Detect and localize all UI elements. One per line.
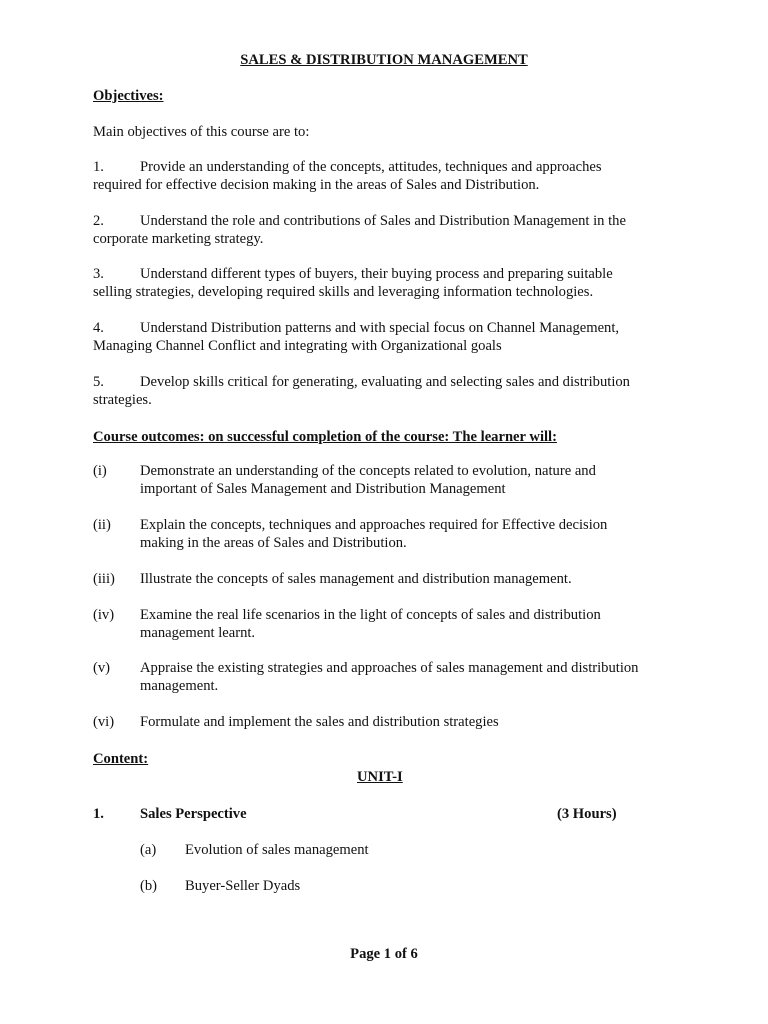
outcome-text-line1: Demonstrate an understanding of the concepts related to evolution, nature and <box>140 463 596 479</box>
objective-text-line2: corporate marketing strategy. <box>93 231 264 247</box>
outcome-item <box>0 606 768 642</box>
objective-number: 2. <box>93 213 104 229</box>
objective-text-line2: selling strategies, developing required skills and leveraging information technologies. <box>93 284 594 300</box>
objective-number: 1. <box>93 159 104 175</box>
subitem <box>0 841 768 859</box>
subitem-text: Evolution of sales management <box>185 842 369 858</box>
subitem-text: Buyer-Seller Dyads <box>185 878 301 894</box>
objective-item <box>0 373 768 409</box>
objective-text-line1: Understand different types of buyers, their buying process and preparing suitable <box>140 266 613 282</box>
objectives-intro: Main objectives of this course are to: <box>93 124 310 140</box>
outcome-item <box>0 462 768 498</box>
outcome-item <box>0 516 768 552</box>
section-number: 1. <box>93 806 104 822</box>
subitem <box>0 877 768 895</box>
objectives-heading: Objectives: <box>93 88 164 104</box>
objective-text-line2: required for effective decision making in the areas of Sales and Distribution. <box>93 177 540 193</box>
page-footer: Page 1 of 6 <box>350 946 418 962</box>
subitem-label: (b) <box>140 878 158 894</box>
outcome-text-line2: management. <box>140 678 219 694</box>
outcome-item <box>0 570 768 588</box>
objective-item <box>0 319 768 355</box>
section-hours: (3 Hours) <box>557 806 617 822</box>
outcome-text-line1: Illustrate the concepts of sales management and distribution management. <box>140 571 572 587</box>
outcome-number: (iii) <box>93 571 115 587</box>
outcome-number: (v) <box>93 660 111 676</box>
outcome-number: (iv) <box>93 607 115 623</box>
outcome-text-line1: Examine the real life scenarios in the light of concepts of sales and distribution <box>140 607 601 623</box>
objective-text-line2: strategies. <box>93 392 152 408</box>
objective-item <box>0 212 768 248</box>
outcome-number: (i) <box>93 463 107 479</box>
document-title: SALES & DISTRIBUTION MANAGEMENT <box>240 52 528 68</box>
objective-item <box>0 265 768 301</box>
objective-number: 4. <box>93 320 104 336</box>
section-heading <box>0 805 768 823</box>
objective-item <box>0 158 768 194</box>
section-title: Sales Perspective <box>140 806 247 822</box>
outcome-number: (ii) <box>93 517 111 533</box>
outcome-text-line1: Formulate and implement the sales and distribution strategies <box>140 714 499 730</box>
content-heading: Content: <box>93 751 149 767</box>
objective-number: 3. <box>93 266 104 282</box>
objective-text-line1: Develop skills critical for generating, evaluating and selecting sales and distribution <box>140 374 630 390</box>
objective-text-line1: Understand the role and contributions of Sales and Distribution Management in the <box>140 213 626 229</box>
unit-heading: UNIT-I <box>357 769 403 785</box>
objective-text-line1: Provide an understanding of the concepts, attitudes, techniques and approaches <box>140 159 602 175</box>
outcome-text-line2: management learnt. <box>140 625 256 641</box>
objective-text-line1: Understand Distribution patterns and with special focus on Channel Management, <box>140 320 620 336</box>
outcomes-heading: Course outcomes: on successful completion of the course: The learner will: <box>93 429 557 445</box>
subitem-label: (a) <box>140 842 157 858</box>
outcome-number: (vi) <box>93 714 115 730</box>
outcome-text-line1: Appraise the existing strategies and approaches of sales management and distribution <box>140 660 639 676</box>
objective-number: 5. <box>93 374 104 390</box>
outcome-item <box>0 713 768 731</box>
objective-text-line2: Managing Channel Conflict and integrating with Organizational goals <box>93 338 502 354</box>
outcome-item <box>0 659 768 695</box>
outcome-text-line2: making in the areas of Sales and Distribution. <box>140 535 407 551</box>
outcome-text-line1: Explain the concepts, techniques and approaches required for Effective decision <box>140 517 608 533</box>
outcome-text-line2: important of Sales Management and Distribution Management <box>140 481 506 497</box>
